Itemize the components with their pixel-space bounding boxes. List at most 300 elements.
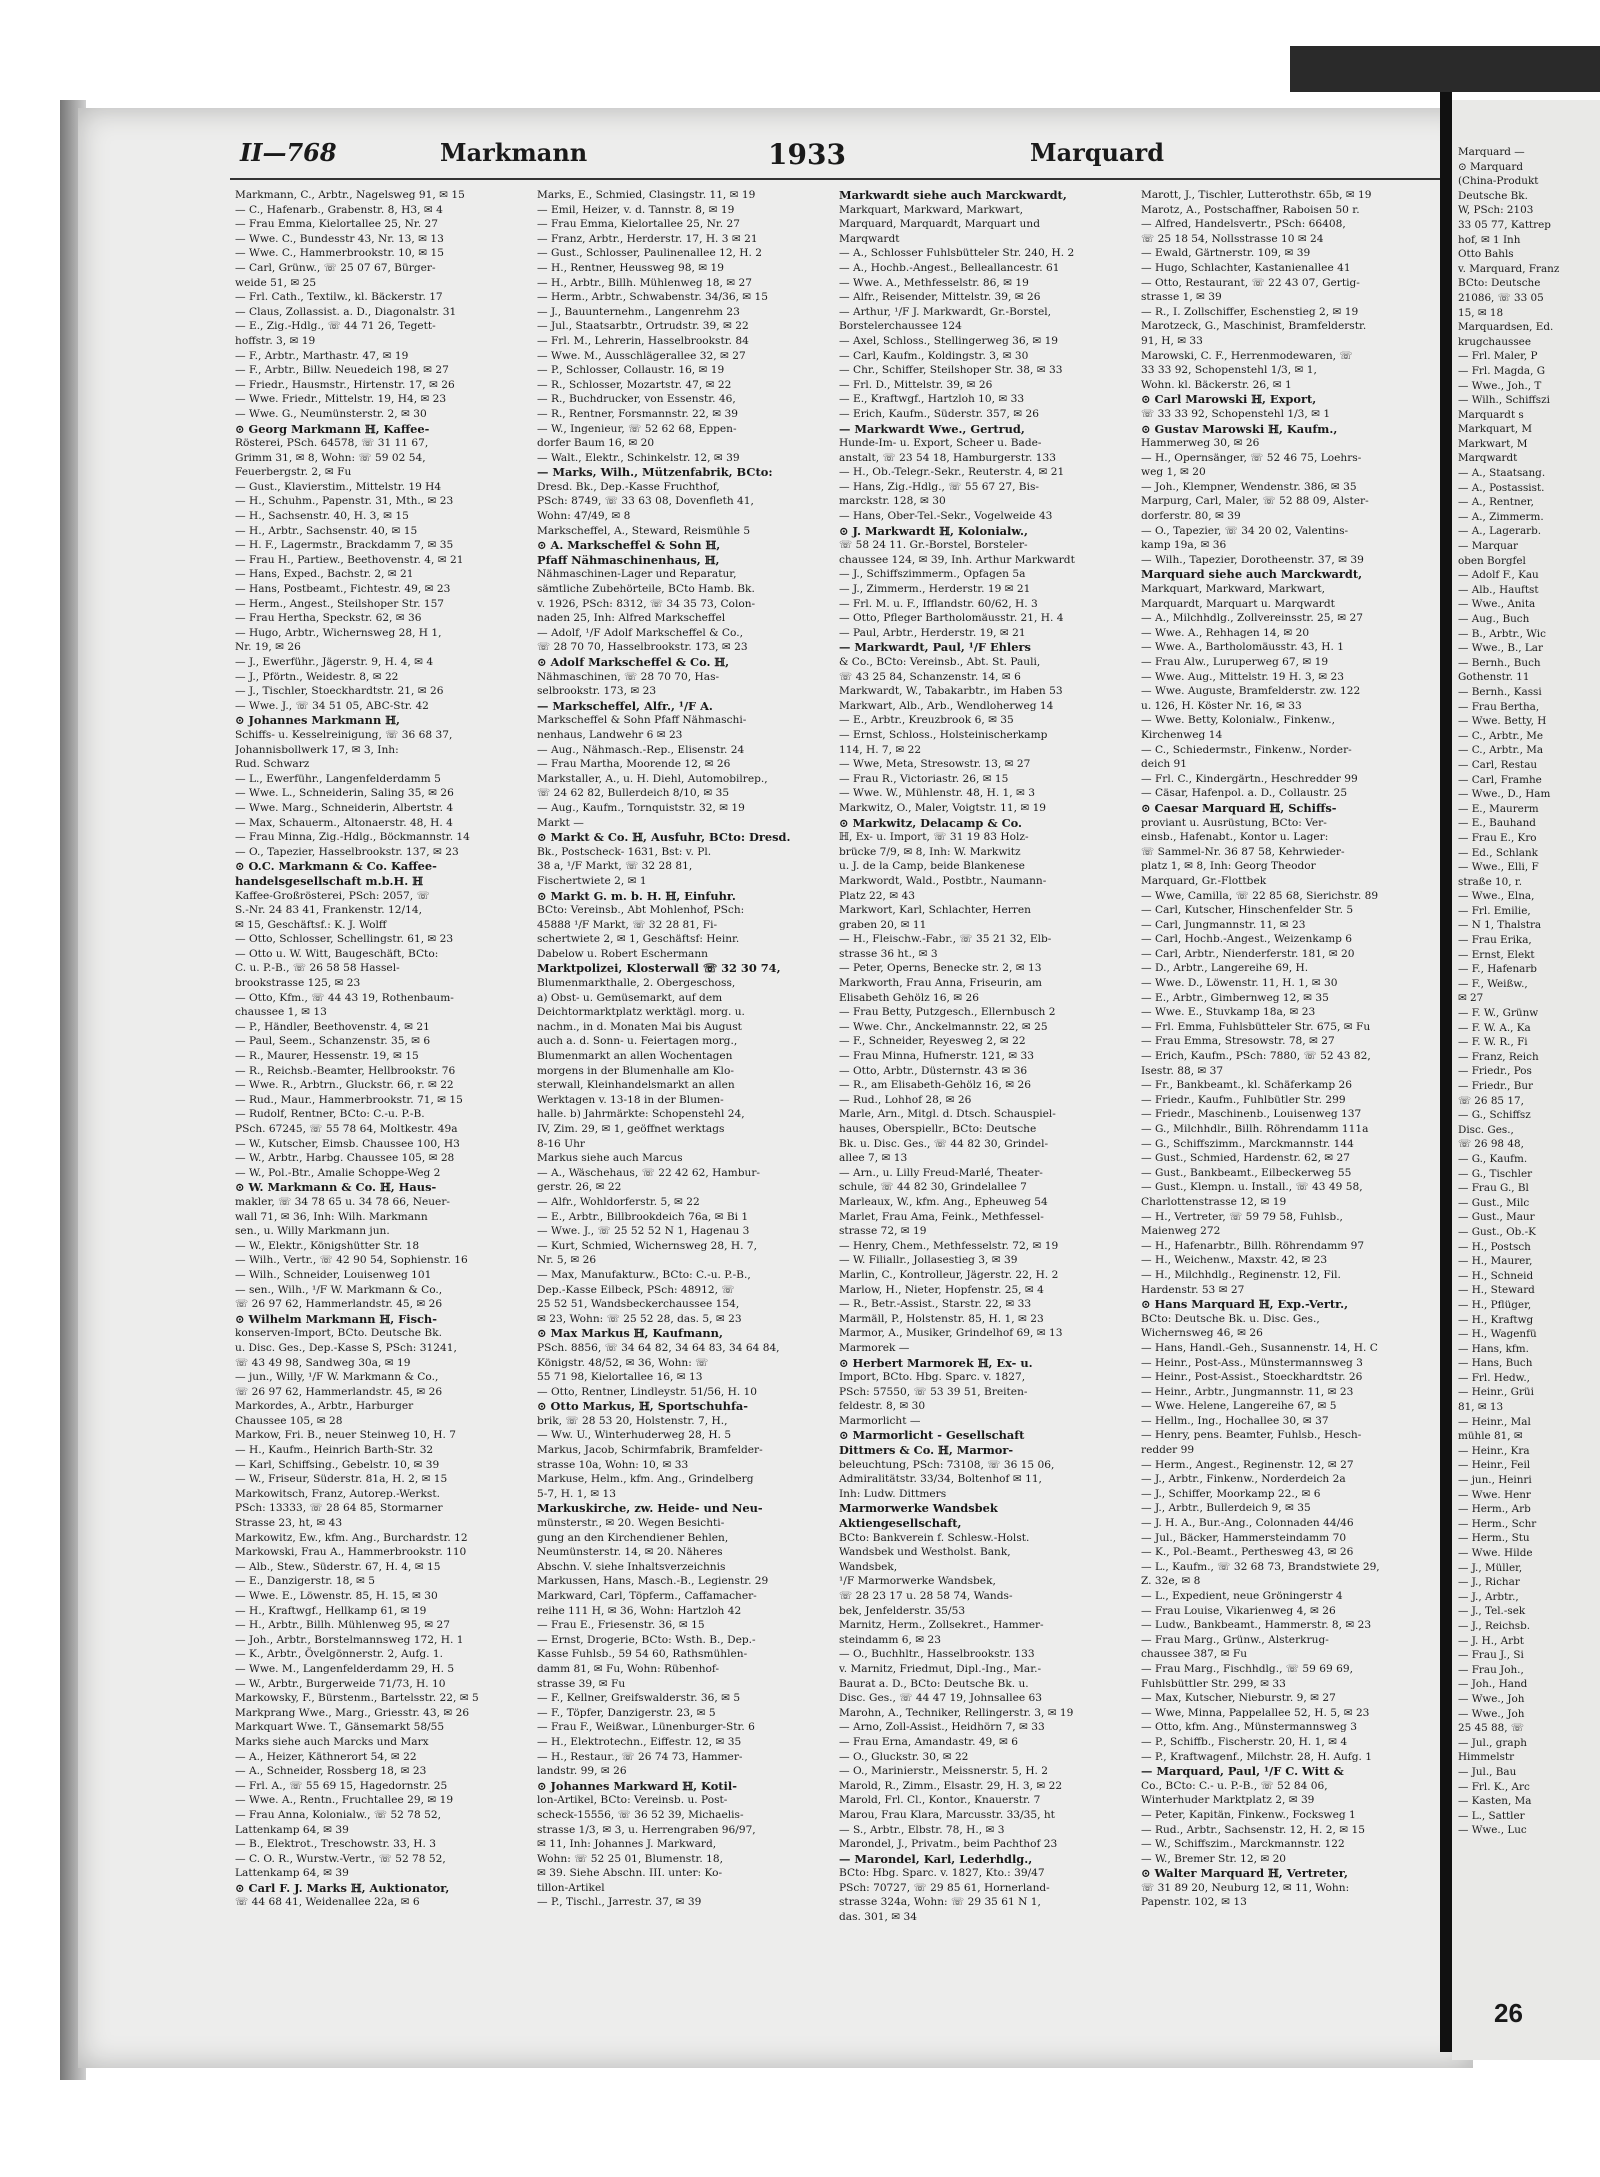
directory-entry: ⊙ A. Markscheffel & Sohn ℍ, [537, 538, 721, 553]
directory-entry: Markquart, Markward, Markwart, [839, 203, 1023, 216]
directory-entry: — Otto, Schlosser, Schellingstr. 61, ✉ 23 [235, 933, 454, 946]
right-page-entry: — Wwe., Anita [1458, 598, 1536, 611]
directory-entry: chaussee 124, ✉ 39, Inh. Arthur Markwardt [839, 553, 1075, 566]
directory-entry: — Cäsar, Hafenpol. a. D., Collaustr. 25 [1141, 787, 1348, 800]
directory-entry: ⊙ Caesar Marquard ℍ, Schiffs- [1141, 800, 1337, 815]
directory-entry: — Ewald, Gärtnerstr. 109, ✉ 39 [1141, 247, 1311, 260]
directory-entry: — Aug., Nähmasch.-Rep., Elisenstr. 24 [537, 743, 745, 756]
directory-entry: — R., Betr.-Assist., Starstr. 22, ✉ 33 [839, 1298, 1032, 1311]
directory-entry: — Wwe, Camilla, ☏ 22 85 68, Sierichstr. 89 [1141, 889, 1379, 902]
directory-entry: — Wilh., Schneider, Louisenweg 101 [235, 1268, 432, 1281]
directory-entry: — Otto, Rentner, Lindleystr. 51/56, H. 10 [537, 1385, 758, 1398]
directory-entry: — H., Arbtr., Billh. Mühlenweg 95, ✉ 27 [235, 1619, 450, 1632]
directory-entry: ⊙ Markt G. m. b. H. ℍ, Einfuhr. [537, 888, 736, 903]
directory-entry: — Frau Anna, Kolonialw., ☏ 52 78 52, [235, 1808, 441, 1821]
right-page-entry: — A., Lagerarb. [1458, 525, 1542, 538]
directory-entry: — F., Arbtr., Billw. Neuedeich 198, ✉ 27 [235, 364, 449, 377]
directory-entry: 38 a, ¹/F Markt, ☏ 32 28 81, [537, 860, 693, 873]
directory-entry: Marott, J., Tischler, Lutterothstr. 65b, ✉ 19 [1141, 189, 1372, 201]
directory-entry: — Wwe. E., Löwenstr. 85, H. 15, ✉ 30 [235, 1590, 438, 1602]
right-page-entry: — A., Rentner, [1458, 496, 1534, 509]
directory-entry: Lattenkamp 64, ✉ 39 [235, 1867, 349, 1880]
directory-entry: BCto: Deutsche Bk. u. Disc. Ges., [1141, 1312, 1320, 1325]
directory-entry: — Frl. M., Lehrerin, Hasselbrookstr. 84 [537, 334, 749, 347]
directory-entry: — Frau Emma, Kielortallee 25, Nr. 27 [235, 218, 439, 231]
directory-entry: — S., Arbtr., Elbstr. 78, H., ✉ 3 [839, 1823, 1005, 1836]
directory-entry: — Alfr., Reisender, Mittelstr. 39, ✉ 26 [839, 291, 1041, 304]
directory-entry: BCto: Hbg. Sparc. v. 1827, Kto.: 39/47 [839, 1867, 1045, 1880]
right-page-entry: — L., Sattler [1458, 1809, 1525, 1822]
directory-entry: gerstr. 26, ✉ 22 [537, 1181, 622, 1194]
directory-entry: u. J. de la Camp, beide Blankenese [839, 860, 1025, 873]
directory-entry: PSch. 67245, ☏ 55 78 64, Moltkestr. 49a [235, 1123, 458, 1135]
directory-entry: Marotz, A., Postschaffner, Raboisen 50 r. [1141, 203, 1360, 216]
directory-entry: — Frau Minna, Zig.-Hdlg., Böckmannstr. 14 [235, 831, 470, 844]
directory-entry: — Wwe. L., Schneiderin, Saling 35, ✉ 26 [235, 787, 454, 800]
directory-entry: ✉ 11, Inh: Johannes J. Markward, [537, 1838, 717, 1851]
directory-entry: Hunde-Im- u. Export, Scheer u. Bade- [839, 437, 1042, 450]
directory-entry: — Frau Betty, Putzgesch., Ellernbusch 2 [839, 1006, 1056, 1019]
directory-entry: allee 7, ✉ 13 [839, 1152, 908, 1165]
right-page-entry: — Wwe. Hilde [1458, 1547, 1533, 1559]
right-page-entry: Marqwardt [1458, 452, 1518, 465]
directory-entry: — Wwe. Friedr., Mittelstr. 19, H4, ✉ 23 [235, 393, 447, 406]
directory-entry: — H., Kraftwgf., Hellkamp 61, ✉ 19 [235, 1604, 427, 1617]
directory-entry: Rud. Schwarz [235, 758, 310, 771]
right-page-entry: Deutsche Bk. [1458, 189, 1528, 202]
right-page-entry: — A., Zimmerm. [1458, 510, 1544, 523]
directory-entry: Königstr. 48/52, ✉ 36, Wohn: ☏ [537, 1356, 709, 1369]
directory-entry: Marmorek — [839, 1341, 910, 1354]
directory-entry: — W., Schiffszim., Marckmannstr. 122 [1141, 1838, 1345, 1851]
directory-entry: feldestr. 8, ✉ 30 [839, 1400, 926, 1413]
directory-entry: ☏ 24 62 82, Bullerdeich 8/10, ✉ 35 [537, 787, 730, 800]
directory-entry: ⊙ Walter Marquard ℍ, Vertreter, [1141, 1866, 1348, 1881]
directory-entry: Markuskirche, zw. Heide- und Neu- [537, 1501, 763, 1516]
directory-entry: strasse 72, ✉ 19 [839, 1225, 927, 1238]
directory-entry: ☏ 31 89 20, Neuburg 12, ✉ 11, Wohn: [1141, 1881, 1350, 1894]
directory-entry: Borstelerchaussee 124 [839, 320, 962, 333]
directory-entry: — Carl, Jungmannstr. 11, ✉ 23 [1141, 918, 1306, 931]
directory-entry: Z. 32e, ✉ 8 [1141, 1575, 1201, 1588]
directory-entry: — Gust., Klempn. u. Install., ☏ 43 49 58, [1141, 1181, 1363, 1194]
directory-entry: — Wwe. A., Rehhagen 14, ✉ 20 [1141, 626, 1310, 639]
directory-entry: Feuerbergstr. 2, ✉ Fu [235, 466, 352, 479]
directory-entry: ¹/F Marmorwerke Wandsbek, [839, 1575, 996, 1588]
directory-entry: — R., am Elisabeth-Gehölz 16, ✉ 26 [839, 1079, 1031, 1092]
directory-entry: — Hans, Ober-Tel.-Sekr., Vogelweide 43 [839, 510, 1053, 523]
directory-entry: Markmann, C., Arbtr., Nagelsweg 91, ✉ 15 [235, 189, 465, 201]
directory-entry: Maienweg 272 [1141, 1225, 1221, 1238]
directory-entry: Markt — [537, 816, 584, 829]
directory-entry: anstalt, ☏ 23 54 18, Hamburgerstr. 133 [839, 451, 1056, 464]
directory-entry: — Gust., Klavierstim., Mittelstr. 19 H4 [235, 480, 442, 493]
directory-entry: Marktpolizei, Klosterwall ☏ 32 30 74, [537, 961, 781, 976]
directory-entry: Hardenstr. 53 ✉ 27 [1141, 1283, 1245, 1296]
directory-entry: — Wilh., Vertr., ☏ 42 90 54, Sophienstr. 16 [235, 1254, 468, 1267]
right-page-entry: — Wwe., Joh [1458, 1707, 1525, 1720]
right-page-entry: — Jul., Bau [1458, 1765, 1517, 1778]
directory-entry: BCto: Bankverein f. Schlesw.-Holst. [839, 1531, 1030, 1544]
directory-entry: Abschn. V. siehe Inhaltsverzeichnis [537, 1560, 726, 1573]
directory-entry: ☏ 43 25 84, Schanzenstr. 14, ✉ 6 [839, 670, 1021, 683]
directory-entry: — F., Schneider, Reyesweg 2, ✉ 22 [839, 1035, 1026, 1048]
directory-entry: — Wwe. R., Arbtrn., Gluckstr. 66, r. ✉ 22 [235, 1079, 454, 1092]
directory-entry: — E., Arbtr., Gimbernweg 12, ✉ 35 [1141, 991, 1329, 1004]
right-page-entry: — J., Reichsb. [1458, 1619, 1531, 1632]
right-page-entry: — H., Steward [1458, 1284, 1535, 1297]
directory-entry: — Carl, Grünw., ☏ 25 07 67, Bürger- [235, 261, 436, 274]
right-page-entry: — Gust., Maur [1458, 1211, 1535, 1224]
right-page-entry: — jun., Heinri [1458, 1474, 1532, 1487]
directory-entry: — Walt., Elektr., Schinkelstr. 12, ✉ 39 [537, 451, 740, 464]
directory-entry: — Markwardt, Paul, ¹/F Ehlers [839, 640, 1031, 655]
directory-entry: Markow, Fri. B., neuer Steinweg 10, H. 7 [235, 1429, 457, 1442]
directory-entry: — H., Vertreter, ☏ 59 79 58, Fuhlsb., [1141, 1210, 1343, 1223]
right-page-entry: — Frl. Magda, G [1458, 364, 1546, 377]
directory-entry: — Marks, Wilh., Mützenfabrik, BCto: [537, 465, 773, 480]
header-left-word: Markmann [440, 138, 588, 167]
directory-entry: brookstrasse 125, ✉ 23 [235, 977, 361, 990]
directory-entry: chaussee 1, ✉ 13 [235, 1006, 327, 1019]
right-page-entry: — Frl. K., Arc [1458, 1780, 1530, 1793]
directory-entry: — Frl. D., Mittelstr. 39, ✉ 26 [839, 378, 993, 391]
directory-entry: hauses, Oberspiellr., BCto: Deutsche [839, 1123, 1037, 1135]
directory-entry: — Herm., Arbtr., Schwabenstr. 34/36, ✉ 15 [537, 291, 769, 304]
directory-entry: — Fr., Bankbeamt., kl. Schäferkamp 26 [1141, 1079, 1352, 1092]
directory-entry: PSch. 8856, ☏ 34 64 82, 34 64 83, 34 64 84, [537, 1341, 780, 1354]
directory-entry: — Friedr., Hausmstr., Hirtenstr. 17, ✉ 26 [235, 378, 455, 391]
directory-entry: — P., Schiffb., Fischerstr. 20, H. 1, ✉ 4 [1141, 1735, 1348, 1748]
directory-entry: — Max, Manufakturw., BCto: C.-u. P.-B., [537, 1268, 751, 1281]
right-page-entry: — Frl. Hedw., [1458, 1371, 1530, 1384]
directory-entry: — Wwe. C., Bundesstr 43, Nr. 13, ✉ 13 [235, 232, 444, 245]
directory-entry: — Frl. Emma, Fuhlsbütteler Str. 675, ✉ Fu [1141, 1020, 1371, 1033]
directory-entry: — O., Marinierstr., Meissnerstr. 5, H. 2 [839, 1765, 1049, 1778]
right-page-entry: W, PSch: 2103 [1458, 204, 1534, 217]
directory-entry: — Jul., Bäcker, Hammersteindamm 70 [1141, 1531, 1347, 1544]
directory-entry: morgens in der Blumenhalle am Klo- [537, 1064, 734, 1077]
directory-entry: — L., Kaufm., ☏ 32 68 73, Brandstwiete 29, [1141, 1560, 1380, 1573]
right-page-entry: — Bernh., Kassi [1458, 685, 1542, 698]
directory-entry: konserven-Import, BCto. Deutsche Bk. [235, 1327, 443, 1340]
right-page-entry: (China-Produkt [1458, 175, 1539, 188]
directory-entry: Werktagen v. 13-18 in der Blumen- [537, 1093, 724, 1106]
directory-entry: — J., Zimmerm., Herderstr. 19 ✉ 21 [839, 583, 1031, 596]
directory-entry: u. 126, H. Köster Nr. 16, ✉ 33 [1141, 699, 1302, 712]
directory-entry: ✉ 15, Geschäftsf.: K. J. Wolff [235, 918, 387, 931]
directory-entry: — Wwe, Minna, Pappelallee 52, H. 5, ✉ 23 [1141, 1706, 1370, 1719]
directory-entry: ⊙ Wilhelm Markmann ℍ, Fisch- [235, 1311, 437, 1326]
directory-entry: — Wwe. Betty, Kolonialw., Finkenw., [1141, 714, 1336, 727]
directory-entry: — A., Wäschehaus, ☏ 22 42 62, Hambur- [537, 1166, 760, 1179]
directory-entry: ☏ Sammel-Nr. 36 87 58, Kehrwieder- [1141, 845, 1345, 858]
directory-entry: ☏ 25 18 54, Nollsstrasse 10 ✉ 24 [1141, 232, 1324, 245]
directory-entry: — Frau R., Victoriastr. 26, ✉ 15 [839, 772, 1009, 785]
right-page-entry: — Frau Erika, [1458, 934, 1532, 947]
right-page-entry: — Heinr., Mal [1458, 1415, 1531, 1428]
directory-entry: Marqwardt [839, 232, 900, 245]
directory-entry: wall 71, ✉ 36, Inh: Wilh. Markmann [235, 1210, 428, 1223]
directory-entry: — H., Schuhm., Papenstr. 31, Mth., ✉ 23 [235, 495, 454, 508]
right-page-entry: Marquardsen, Ed. [1458, 321, 1554, 334]
directory-entry: ✉ 23, Wohn: ☏ 25 52 28, das. 5, ✉ 23 [537, 1312, 742, 1325]
right-page-entry: — J., Tel.-sek [1458, 1605, 1526, 1618]
directory-entry: — F., Arbtr., Marthastr. 47, ✉ 19 [235, 349, 409, 362]
directory-columns [235, 188, 1440, 2023]
right-page-entry: — A., Postassist. [1458, 481, 1545, 494]
directory-entry: — Erich, Kaufm., Süderstr. 357, ✉ 26 [839, 407, 1039, 420]
directory-entry: strasse 36 ht., ✉ 3 [839, 947, 938, 960]
directory-entry: — Chr., Schiffer, Steilshoper Str. 38, ✉ 33 [839, 364, 1063, 377]
directory-entry: ⊙ Georg Markmann ℍ, Kaffee- [235, 421, 430, 436]
right-page-entry: — Wwe., D., Ham [1458, 788, 1551, 801]
right-page-entry: — Ed., Schlank [1458, 846, 1538, 859]
top-dark-bar [1290, 46, 1600, 92]
directory-entry: — H., Restaur., ☏ 26 74 73, Hammer- [537, 1750, 743, 1763]
right-page-entry: — Joh., Hand [1458, 1678, 1528, 1691]
directory-entry: — Gust., Schlosser, Paulinenallee 12, H. 2 [537, 247, 763, 260]
directory-entry: — W., Arbtr., Burgerweide 71/73, H. 10 [235, 1677, 446, 1690]
directory-entry: — Frl. M. u. F., Ifflandstr. 60/62, H. 3 [839, 597, 1038, 610]
directory-entry: — Wwe. Marg., Schneiderin, Albertstr. 4 [235, 801, 454, 814]
directory-entry: Marlin, C., Kontrolleur, Jägerstr. 22, H. 2 [839, 1268, 1059, 1281]
right-page-entry: BCto: Deutsche [1458, 277, 1541, 290]
directory-entry: — R., Buchdrucker, von Essenstr. 46, [537, 393, 736, 406]
directory-entry: Schiffs- u. Kesselreinigung, ☏ 36 68 37, [235, 728, 453, 741]
right-page-entry: — G., Kaufm. [1458, 1152, 1528, 1165]
directory-entry: Co., BCto: C.- u. P.-B., ☏ 52 84 06, [1141, 1779, 1328, 1792]
directory-entry: Markwardt, W., Tabakarbtr., im Haben 53 [839, 685, 1063, 698]
directory-entry: Marmorlicht — [839, 1414, 921, 1427]
directory-entry: Charlottenstrasse 12, ✉ 19 [1141, 1195, 1287, 1208]
directory-entry: — Arthur, ¹/F J. Markwardt, Gr.-Borstel, [839, 305, 1052, 318]
directory-entry: Bk. u. Disc. Ges., ☏ 44 82 30, Grindel- [839, 1137, 1049, 1150]
directory-entry: — P., Kraftwagenf., Milchstr. 28, H. Aufg. 1 [1141, 1750, 1372, 1763]
directory-entry: — H., Elektrotechn., Eiffestr. 12, ✉ 35 [537, 1735, 742, 1748]
directory-entry: IV, Zim. 29, ✉ 1, geöffnet werktags [537, 1123, 725, 1135]
directory-entry: — Wwe. A., Rentn., Fruchtallee 29, ✉ 19 [235, 1794, 454, 1807]
right-page-entry: — Herm., Schr [1458, 1517, 1537, 1530]
directory-entry: — Heinr., Post-Ass., Münstermannsweg 3 [1141, 1356, 1363, 1369]
directory-entry: Inh: Ludw. Dittmers [839, 1487, 947, 1500]
directory-entry: — E., Arbtr., Kreuzbrook 6, ✉ 35 [839, 714, 1014, 727]
directory-entry: — Carl, Arbtr., Nienderferstr. 181, ✉ 20 [1141, 947, 1355, 960]
directory-entry: brik, ☏ 28 53 20, Holstenstr. 7, H., [537, 1414, 728, 1427]
directory-entry: — Wwe. A., Bartholomäusstr. 43, H. 1 [1141, 641, 1344, 654]
directory-entry: v. Marnitz, Friedmut, Dipl.-Ing., Mar.- [839, 1662, 1042, 1675]
directory-entry: — Ww. U., Winterhuderweg 28, H. 5 [537, 1429, 732, 1442]
directory-entry: — R., Rentner, Forsmannstr. 22, ✉ 39 [537, 407, 739, 420]
directory-entry: — Gust., Bankbeamt., Eilbeckerweg 55 [1141, 1166, 1352, 1179]
directory-entry: — E., Zig.-Hdlg., ☏ 44 71 26, Tegett- [235, 320, 436, 333]
directory-entry: — R., Schlosser, Mozartstr. 47, ✉ 22 [537, 378, 732, 391]
directory-entry: — Ernst, Schloss., Holsteinischerkamp [839, 728, 1048, 741]
right-page-entry: — C., Arbtr., Me [1458, 729, 1544, 742]
directory-entry: graben 20, ✉ 11 [839, 918, 927, 931]
right-page-entry: — Wwe., Joh., T [1458, 379, 1542, 392]
directory-entry: ⊙ W. Markmann & Co. ℍ, Haus- [235, 1180, 437, 1195]
directory-entry: — W., Pol.-Btr., Amalie Schoppe-Weg 2 [235, 1166, 441, 1179]
directory-entry: Marle, Arn., Mitgl. d. Dtsch. Schauspiel- [839, 1108, 1056, 1121]
directory-entry: Aktiengesellschaft, [839, 1516, 962, 1531]
right-page-entry: oben Borgfel [1458, 554, 1526, 567]
directory-entry: Chaussee 105, ✉ 28 [235, 1414, 343, 1427]
right-page-entry: — Heinr., Grüi [1458, 1386, 1534, 1399]
right-page-entry: — F. W. R., Fi [1458, 1036, 1528, 1049]
right-page-entry: — Frau J., Si [1458, 1649, 1524, 1662]
directory-entry: — A., Heizer, Käthnerort 54, ✉ 22 [235, 1750, 417, 1763]
directory-entry: strasse 324a, Wohn: ☏ 29 35 61 N 1, [839, 1896, 1041, 1909]
directory-entry: gung an den Kirchendiener Behlen, [537, 1531, 729, 1544]
directory-entry: ☏ 26 97 62, Hammerlandstr. 45, ✉ 26 [235, 1298, 443, 1311]
directory-entry: ⊙ Johannes Markmann ℍ, [235, 713, 400, 728]
directory-entry: Markwort, Karl, Schlachter, Herren [839, 904, 1031, 917]
right-page-entry: — Heinr., Kra [1458, 1444, 1530, 1457]
directory-entry: — Erich, Kaufm., PSch: 7880, ☏ 52 43 82, [1141, 1050, 1371, 1063]
directory-entry: Markussen, Hans, Masch.-B., Legienstr. 29 [537, 1575, 769, 1588]
directory-entry: damm 81, ✉ Fu, Wohn: Rübenhof- [537, 1662, 720, 1675]
directory-entry: — Alfred, Handelsvertr., PSch: 66408, [1141, 218, 1346, 231]
directory-entry: Markowitsch, Franz, Autorep.-Werkst. [235, 1487, 440, 1500]
directory-entry: sterwall, Kleinhandelsmarkt an allen [537, 1079, 735, 1092]
directory-entry: Markwardt siehe auch Marckwardt, [839, 188, 1067, 202]
right-page-entry: — Herm., Stu [1458, 1532, 1530, 1545]
directory-entry: — Rudolf, Rentner, BCto: C.-u. P.-B. [235, 1108, 425, 1121]
page-number: II—768 [240, 138, 337, 167]
directory-entry: — Rud., Lohhof 28, ✉ 26 [839, 1093, 972, 1106]
directory-entry: Deichtormarktplatz werktägl. morg. u. [537, 1006, 745, 1019]
directory-entry: — Ludw., Bankbeamt., Hammerstr. 8, ✉ 23 [1141, 1619, 1372, 1632]
directory-entry: Marohn, A., Techniker, Rellingerstr. 3, ✉ 19 [839, 1706, 1074, 1719]
right-page-entry: — B., Arbtr., Wic [1458, 627, 1546, 640]
right-page-entry: — C., Arbtr., Ma [1458, 744, 1544, 757]
directory-entry: — A., Milchhdlg., Zollvereinsstr. 25, ✉ 27 [1141, 612, 1363, 625]
directory-entry: 91, H, ✉ 33 [1141, 334, 1203, 347]
column-4 [1141, 188, 1433, 2023]
right-page-entry: — Friedr., Pos [1458, 1065, 1532, 1078]
directory-entry: — C. O. R., Wurstw.-Vertr., ☏ 52 78 52, [235, 1852, 446, 1865]
directory-entry: brücke 7/9, ✉ 8, Inh: W. Markwitz [839, 845, 1021, 858]
directory-entry: Marou, Frau Klara, Marcusstr. 33/35, ht [839, 1808, 1055, 1821]
directory-entry: ☏ 43 49 98, Sandweg 30a, ✉ 19 [235, 1356, 411, 1369]
column-3 [839, 188, 1131, 2023]
directory-entry: PSch: 13333, ☏ 28 64 85, Stormarner [235, 1502, 443, 1515]
directory-entry: weg 1, ✉ 20 [1141, 466, 1206, 479]
directory-entry: — H., Milchhdlg., Reginenstr. 12, Fil. [1141, 1268, 1341, 1281]
directory-entry: Markowitz, Ew., kfm. Ang., Burchardstr. 12 [235, 1531, 468, 1544]
directory-entry: Neumünsterstr. 14, ✉ 20. Näheres [537, 1546, 723, 1559]
directory-entry: strasse 10a, Wohn: 10, ✉ 33 [537, 1458, 689, 1471]
right-page-entry: — E., Maurerm [1458, 802, 1539, 815]
directory-entry: — Henry, Chem., Methfesselstr. 72, ✉ 19 [839, 1239, 1059, 1252]
right-page-entry: ⊙ Marquard [1458, 160, 1523, 173]
directory-entry: Markworth, Frau Anna, Friseurin, am [839, 977, 1042, 990]
right-page-entry: — F., Hafenarb [1458, 963, 1537, 976]
right-page-entry: Markwart, M [1458, 437, 1528, 450]
right-page-entry: 33 05 77, Kattrep [1458, 218, 1551, 231]
directory-entry: — Wilh., Tapezier, Dorotheenstr. 37, ✉ 39 [1141, 553, 1364, 566]
directory-entry: weide 51, ✉ 25 [235, 276, 317, 289]
directory-entry: Dittmers & Co. ℍ, Marmor- [839, 1443, 1014, 1458]
right-page-entry: — Frau G., Bl [1458, 1182, 1529, 1195]
directory-entry: ☏ 44 68 41, Weidenallee 22a, ✉ 6 [235, 1896, 420, 1909]
directory-entry: Dabelow u. Robert Eschermann [537, 947, 708, 960]
directory-entry: — Otto, Kfm., ☏ 44 43 19, Rothenbaum- [235, 991, 454, 1004]
directory-entry: Fischertwiete 2, ✉ 1 [537, 874, 647, 887]
right-page-entry: — F., Weißw., [1458, 977, 1528, 990]
directory-entry: ⊙ Adolf Markscheffel & Co. ℍ, [537, 655, 730, 669]
directory-entry: ⊙ Carl Marowski ℍ, Export, [1141, 392, 1317, 407]
directory-entry: — Joh., Arbtr., Borstelmannsweg 172, H. 1 [235, 1633, 464, 1646]
directory-entry: — L., Ewerführ., Langenfelderdamm 5 [235, 772, 441, 785]
directory-entry: — Wwe. Chr., Anckelmannstr. 22, ✉ 25 [839, 1020, 1048, 1033]
directory-entry: ⊙ O.C. Markmann & Co. Kaffee- [235, 859, 437, 874]
right-page-entry: — E., Bauhand [1458, 817, 1536, 830]
directory-entry: — Adolf, ¹/F Adolf Markscheffel & Co., [537, 626, 743, 639]
directory-entry: dorfer Baum 16, ✉ 20 [537, 437, 655, 450]
right-page-entry: Himmelstr [1458, 1751, 1515, 1764]
directory-entry: ☏ 28 23 17 u. 28 58 74, Wands- [839, 1590, 1013, 1602]
directory-entry: — Carl, Hochb.-Angest., Weizenkamp 6 [1141, 933, 1353, 946]
right-page-entry: v. Marquard, Franz [1458, 262, 1560, 275]
header-year: 1933 [768, 138, 846, 171]
directory-entry: PSch: 8749, ☏ 33 63 08, Dovenfleth 41, [537, 495, 754, 508]
directory-entry: — J., Schiffszimmerm., Opfagen 5a [839, 568, 1026, 581]
right-page-entry: — Wwe. Henr [1458, 1488, 1531, 1501]
directory-entry: — W., Elektr., Königshütter Str. 18 [235, 1239, 420, 1252]
directory-entry: — Alfr., Wohldorferstr. 5, ✉ 22 [537, 1195, 700, 1208]
directory-entry: — sen., Wilh., ¹/F W. Markmann & Co., [235, 1283, 443, 1296]
right-page-entry: — H., Pflüger, [1458, 1298, 1532, 1311]
directory-entry: — Hugo, Arbtr., Wichernsweg 28, H 1, [235, 626, 442, 639]
directory-entry: BCto: Vereinsb., Abt Mohlenhof, PSch: [537, 904, 745, 917]
directory-entry: ☏ 33 33 92, Schopenstehl 1/3, ✉ 1 [1141, 407, 1331, 420]
directory-entry: — R., I. Zollschiffer, Eschenstieg 2, ✉ 19 [1141, 305, 1359, 318]
right-page-entry: — Wwe., Joh [1458, 1692, 1525, 1705]
directory-entry: Marleaux, W., kfm. Ang., Epheuweg 54 [839, 1195, 1048, 1208]
directory-entry: landstr. 99, ✉ 26 [537, 1765, 627, 1778]
right-page-entry: — Heinr., Feil [1458, 1459, 1531, 1472]
directory-entry: ☏ 26 97 62, Hammerlandstr. 45, ✉ 26 [235, 1385, 443, 1398]
directory-entry: Marold, R., Zimm., Elsastr. 29, H. 3, ✉ 22 [839, 1779, 1063, 1792]
directory-entry: — C., Schiedermstr., Finkenw., Norder- [1141, 743, 1352, 756]
directory-entry: einsb., Hafenabt., Kontor u. Lager: [1141, 831, 1329, 844]
directory-entry: Disc. Ges., ☏ 44 47 19, Johnsallee 63 [839, 1692, 1042, 1705]
directory-entry: u. Disc. Ges., Dep.-Kasse S, PSch: 31241, [235, 1341, 457, 1354]
directory-entry: halle. b) Jahrmärkte: Schopenstehl 24, [537, 1108, 745, 1121]
directory-entry: — Wwe. Auguste, Bramfelderstr. zw. 122 [1141, 685, 1361, 698]
directory-entry: — Wwe. J., ☏ 25 52 52 N 1, Hagenau 3 [537, 1225, 750, 1238]
directory-entry: — Hans, Zig.-Hdlg., ☏ 55 67 27, Bis- [839, 480, 1039, 493]
directory-entry: proviant u. Ausrüstung, BCto: Ver- [1141, 816, 1327, 829]
directory-entry: — Markscheffel, Alfr., ¹/F A. [537, 698, 713, 713]
directory-entry: — Aug., Kaufm., Tornquiststr. 32, ✉ 19 [537, 801, 745, 814]
directory-entry: Kirchenweg 14 [1141, 728, 1223, 741]
directory-entry: — Kurt, Schmied, Wichernsweg 28, H. 7, [537, 1239, 757, 1252]
directory-entry: — Frau Emma, Kielortallee 25, Nr. 27 [537, 218, 741, 231]
directory-entry: Markwart, Alb., Arb., Wendloherweg 14 [839, 699, 1054, 712]
directory-entry: — Wwe. E., Stuvkamp 18a, ✉ 23 [1141, 1006, 1316, 1019]
directory-entry: Marks siehe auch Marcks und Marx [235, 1735, 429, 1748]
directory-entry: ⊙ Carl F. J. Marks ℍ, Auktionator, [235, 1880, 450, 1895]
directory-entry: — Frl. C., Kindergärtn., Heschredder 99 [1141, 772, 1358, 785]
directory-entry: — W. Filiallr., Jollasestieg 3, ✉ 39 [839, 1254, 1018, 1267]
directory-entry: Bk., Postscheck- 1631, Bst: v. Pl. [537, 845, 712, 858]
right-page-entry: — H., Kraftwg [1458, 1313, 1534, 1326]
right-page-entry: — Bernh., Buch [1458, 656, 1541, 669]
directory-entry: ⊙ J. Markwardt ℍ, Kolonialw., [839, 523, 1028, 538]
